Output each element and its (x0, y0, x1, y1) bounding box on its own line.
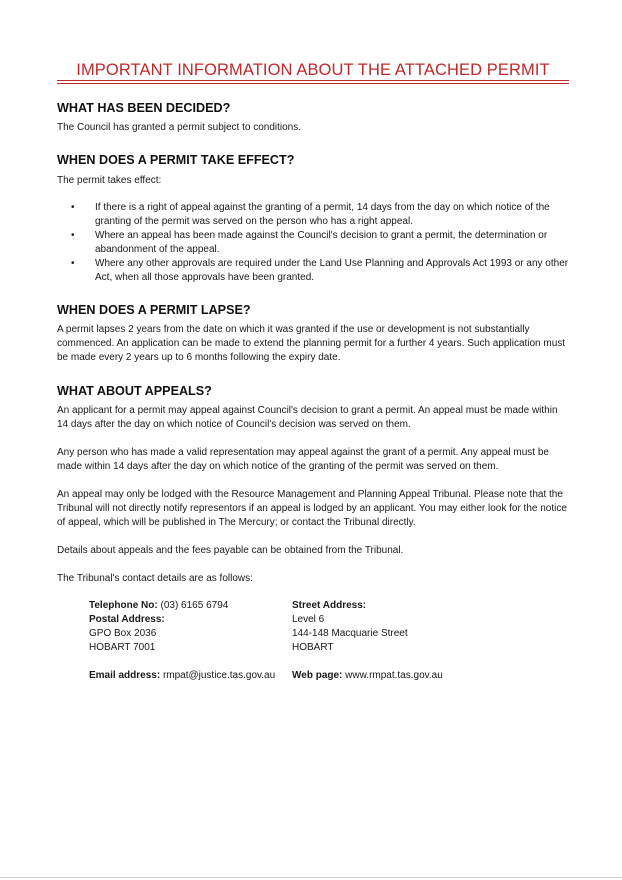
email-value[interactable]: rmpat@justice.tas.gov.au (162, 670, 276, 681)
text-appeals-1: An applicant for a permit may appeal against Council's decision to grant a permit. An appeal must be made within 14 days after the day on which notice of Council's decision was served on them. (57, 405, 558, 430)
street-line-2: 144-148 Macquarie Street (292, 628, 408, 639)
text-appeals-4: Details about appeals and the fees payable can be obtained from the Tribunal. (57, 545, 404, 556)
heading-effect: WHEN DOES A PERMIT TAKE EFFECT? (57, 153, 295, 167)
list-item: • Where an appeal has been made against the Council's decision to grant a permit, the determination or abandonment of the appeal. (71, 230, 548, 255)
bullet-icon: • (71, 258, 75, 269)
document-page (57, 0, 569, 689)
web-value[interactable]: www.rmpat.tas.gov.au (345, 670, 443, 681)
text-decided: The Council has granted a permit subject to conditions. (57, 122, 302, 133)
page-bottom-edge (0, 877, 622, 878)
title-rule-top (57, 80, 569, 81)
street-line-3: HOBART (292, 642, 334, 653)
heading-appeals: WHAT ABOUT APPEALS? (57, 384, 212, 398)
heading-decided: WHAT HAS BEEN DECIDED? (57, 101, 231, 115)
street-line-1: Level 6 (292, 614, 325, 625)
phone-value: (03) 6165 6794 (160, 600, 229, 611)
postal-label: Postal Address: (89, 614, 165, 625)
text-appeals-2: Any person who has made a valid representation may appeal against the grant of a permit. Any appeal must be made within 14 days after the day on which notice of the granting of the permit was served on them. (57, 447, 549, 472)
bullet-icon: • (71, 202, 75, 213)
tribunal-contact-details (57, 599, 569, 689)
title-rule-bottom (57, 83, 569, 84)
phone-label: Telephone No: (89, 600, 158, 611)
list-item: • Where any other approvals are required under the Land Use Planning and Approvals Act 1993 or any other Act, when all those approvals have been granted. (71, 258, 569, 283)
document-title: IMPORTANT INFORMATION ABOUT THE ATTACHED PERMIT (76, 61, 550, 79)
effect-bullet-list (57, 201, 569, 285)
text-lapse: A permit lapses 2 years from the date on which it was granted if the use or development is not substantially commenced. An application can be made to extend the planning permit for a further 4 years. Such application must be made every 2 years up to 6 months following the expiry date. (57, 324, 566, 363)
web-label: Web page: (292, 670, 343, 681)
text-effect-intro: The permit takes effect: (57, 175, 162, 186)
email-label: Email address: (89, 670, 161, 681)
street-label: Street Address: (292, 600, 367, 611)
postal-line-1: GPO Box 2036 (89, 628, 157, 639)
contact-column-left (89, 599, 289, 683)
text-appeals-5: The Tribunal's contact details are as follows: (57, 573, 253, 584)
text-appeals-3: An appeal may only be lodged with the Resource Management and Planning Appeal Tribunal. Please note that the Tribunal will not directly notify representors if an appeal is lodged by an applicant. You may either look for the notice of appeal, which will be published in The Mercury; or contact the Tribunal directly. (57, 489, 567, 528)
heading-lapse: WHEN DOES A PERMIT LAPSE? (57, 303, 251, 317)
bullet-icon: • (71, 230, 75, 241)
contact-column-right (292, 599, 512, 683)
list-item: • If there is a right of appeal against the granting of a permit, 14 days from the day on which notice of the granting of the permit was served on the person who has a right appeal. (71, 202, 550, 227)
postal-line-2: HOBART 7001 (89, 642, 156, 653)
